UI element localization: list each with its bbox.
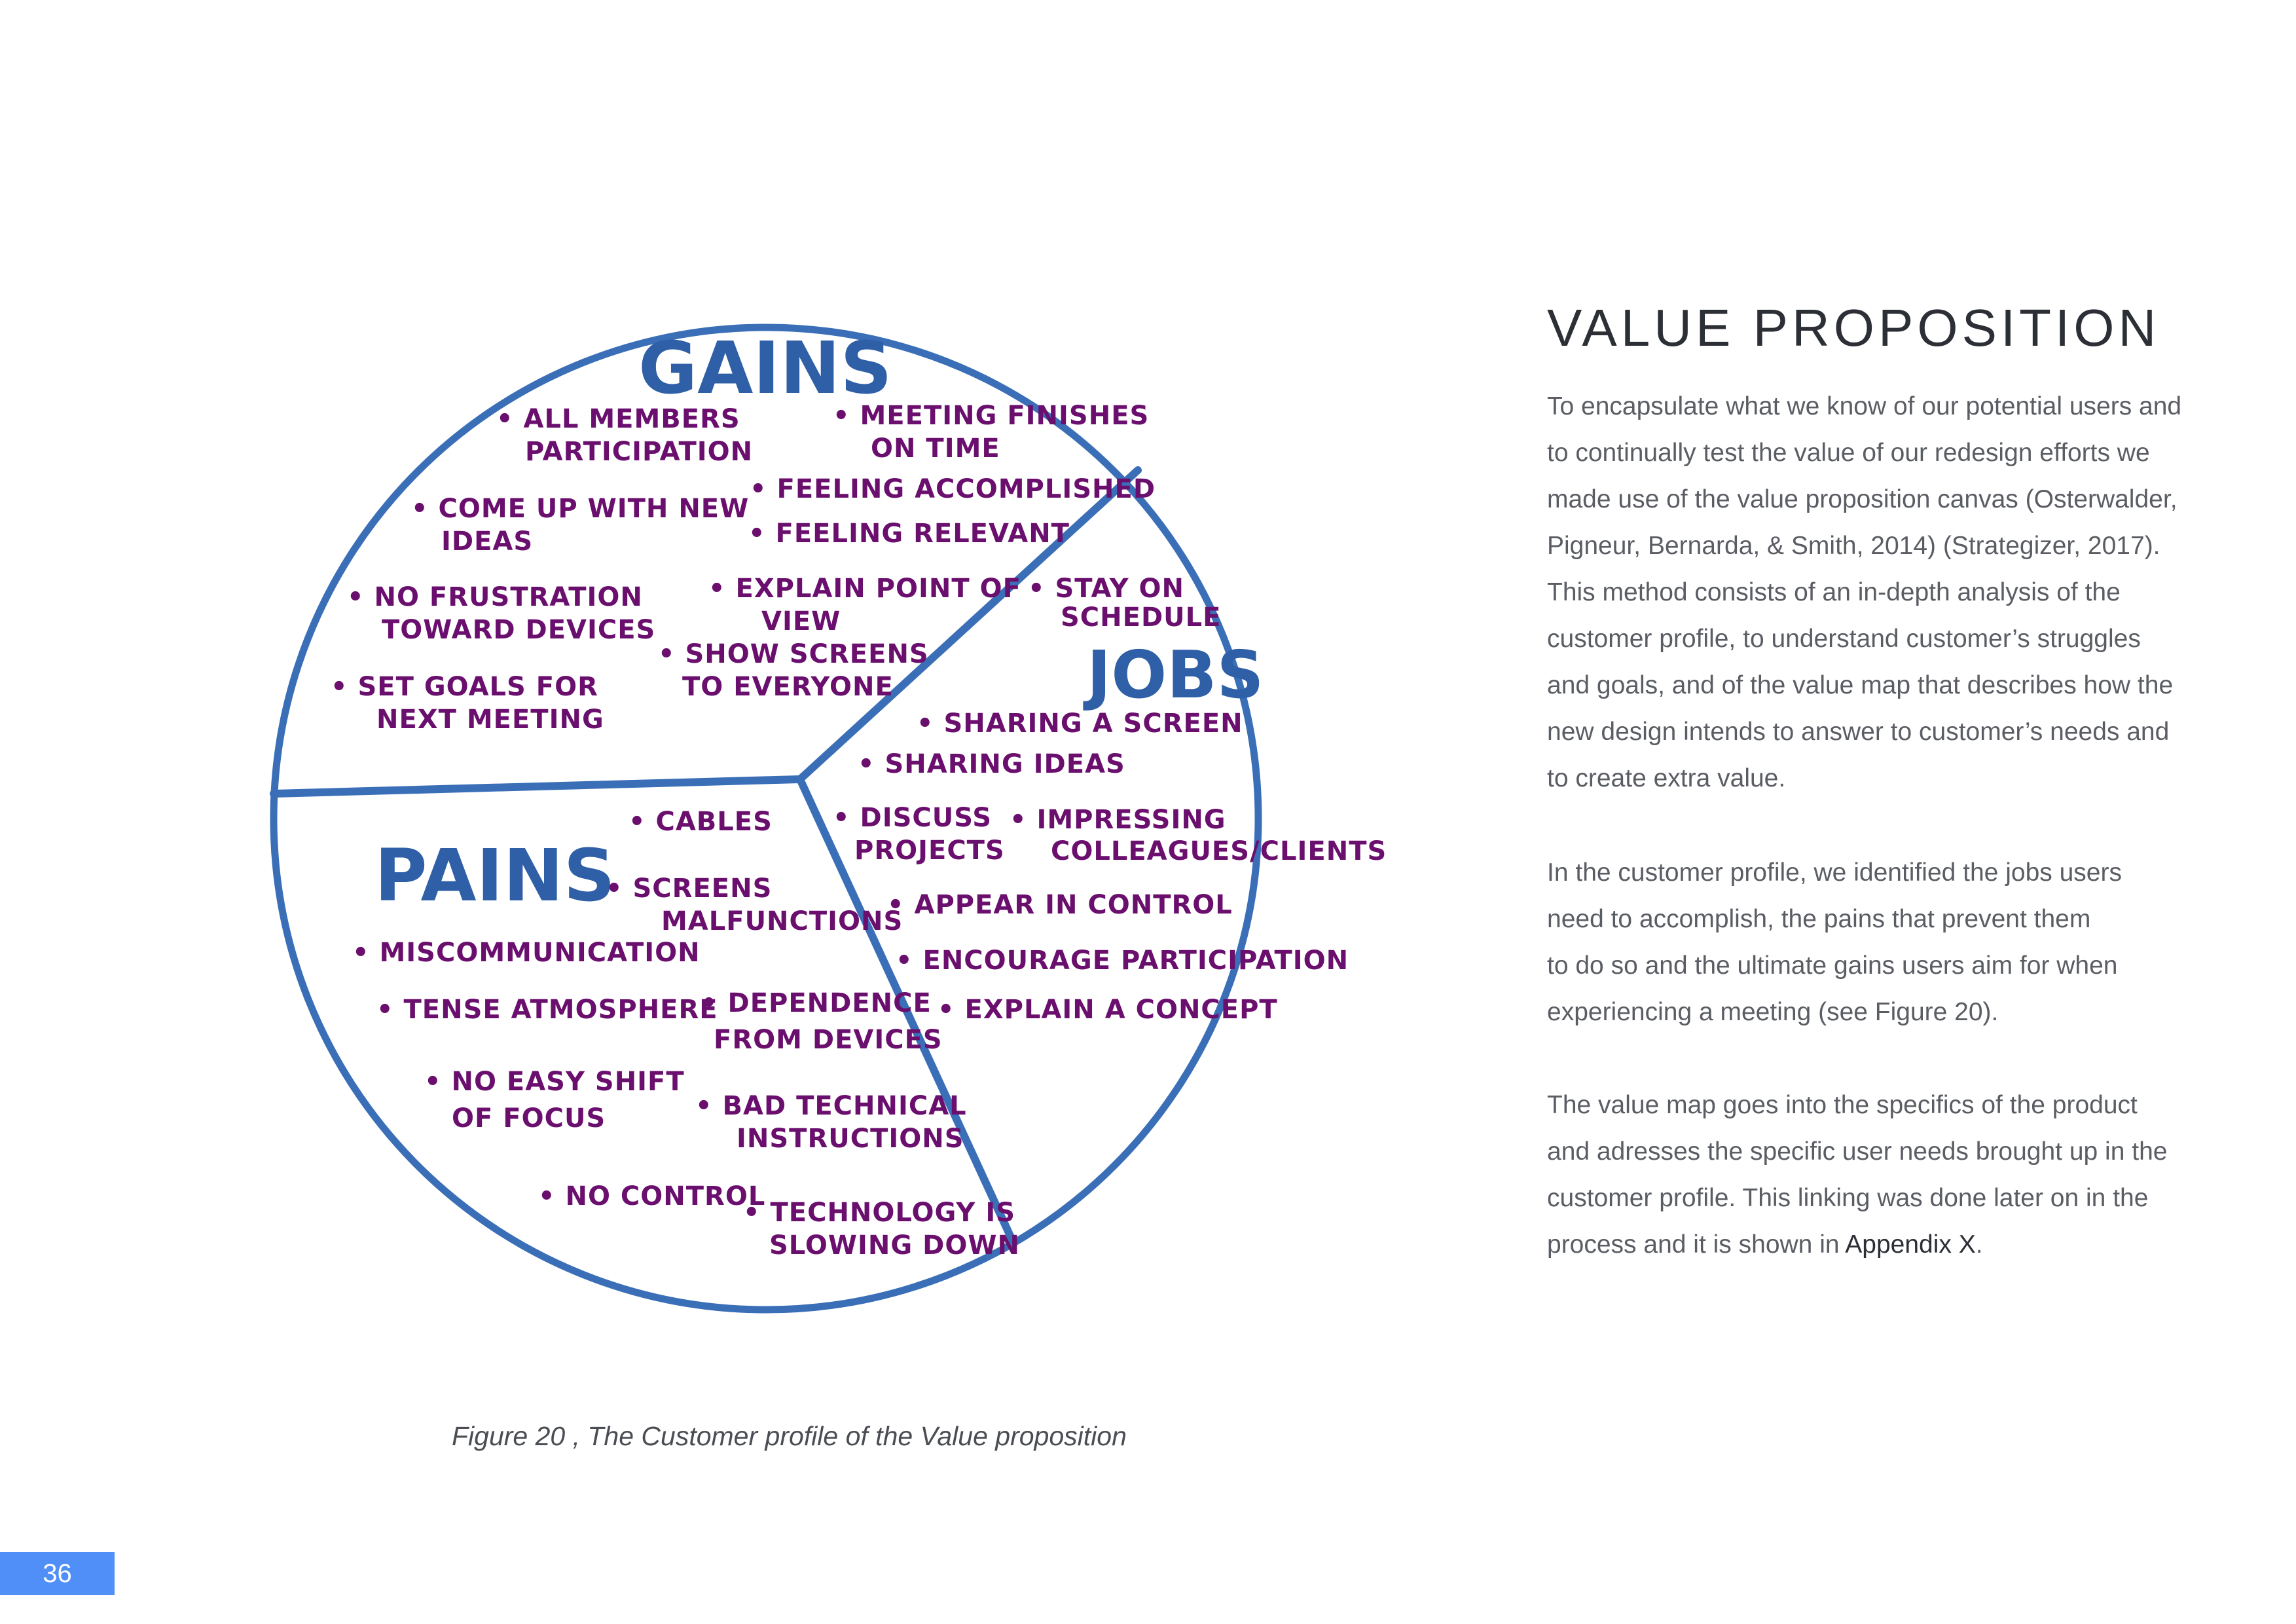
jobs-item: • APPEAR IN CONTROL (887, 890, 1233, 920)
page-title: VALUE PROPOSITION (1547, 299, 2160, 357)
paragraph-line: need to accomplish, the pains that prevent them (1547, 905, 2091, 933)
body-paragraph (1547, 1082, 2277, 1268)
paragraph-line: to do so and the ultimate gains users aim for when (1547, 951, 2118, 980)
page-number-label: 36 (43, 1559, 72, 1588)
body-paragraph (1547, 383, 2277, 802)
gains-item: • ALL MEMBERS PARTICIPATION (496, 404, 754, 467)
gains-item: • COME UP WITH NEW IDEAS (411, 494, 750, 557)
gains-item: • EXPLAIN POINT OF VIEW (708, 574, 1021, 637)
pains-item: • BAD TECHNICAL INSTRUCTIONS (695, 1091, 967, 1154)
pains-item: • NO CONTROL (538, 1181, 766, 1211)
paragraph-line: made use of the value proposition canvas (Osterwalder, (1547, 485, 2178, 513)
pains-item: • TECHNOLOGY IS SLOWING DOWN (743, 1198, 1020, 1261)
jobs-heading: JOBS (1087, 637, 1264, 713)
gains-heading: GAINS (638, 326, 892, 410)
pains-item: • NO EASY SHIFT OF FOCUS (424, 1067, 685, 1134)
jobs-item: • DISCUSS PROJECTS (833, 803, 1005, 866)
pains-item: • TENSE ATMOSPHERE (376, 995, 718, 1025)
gains-item: • NO FRUSTRATION TOWARD DEVICES (347, 582, 656, 645)
jobs-item: • SHARING A SCREEN (917, 709, 1243, 739)
page-number (0, 1552, 115, 1595)
gains-item: • SET GOALS FOR NEXT MEETING (331, 672, 604, 735)
gains-item: • FEELING ACCOMPLISHED (750, 474, 1156, 504)
divider-gains-pains (274, 779, 800, 794)
pains-item: • SCREENS MALFUNCTIONS (606, 874, 903, 936)
paragraph-line: Pigneur, Bernarda, & Smith, 2014) (Strategizer, 2017). (1547, 532, 2160, 560)
appendix-link[interactable]: Appendix X (1845, 1230, 1976, 1259)
paragraph-line: and adresses the specific user needs brought up in the (1547, 1137, 2168, 1166)
paragraph-line: To encapsulate what we know of our potential users and (1547, 392, 2182, 420)
gains-item: • FEELING RELEVANT (748, 519, 1070, 549)
pains-item: • CABLES (629, 807, 773, 837)
body-paragraph (1547, 849, 2277, 1035)
paragraph-line: This method consists of an in-depth analysis of the (1547, 578, 2121, 606)
jobs-item: • SHARING IDEAS (858, 749, 1125, 779)
paragraph-line: experiencing a meeting (see Figure 20). (1547, 998, 1999, 1026)
figure-caption: Figure 20 , The Customer profile of the Value proposition (452, 1421, 1127, 1451)
jobs-item: • ENCOURAGE PARTICIPATION (896, 946, 1349, 976)
paragraph-text: . (1975, 1230, 1983, 1259)
jobs-item: • STAY ON SCHEDULE (1028, 574, 1222, 633)
paragraph-line: customer profile, to understand customer’s struggles (1547, 625, 2141, 653)
pains-item: • DEPENDENCE FROM DEVICES (701, 988, 943, 1055)
gains-item: • MEETING FINISHES ON TIME (833, 401, 1150, 464)
paragraph-line: In the customer profile, we identified the jobs users (1547, 858, 2122, 887)
gains-item: • SHOW SCREENS TO EVERYONE (658, 639, 929, 702)
jobs-item: • EXPLAIN A CONCEPT (938, 995, 1278, 1025)
paragraph-line: and goals, and of the value map that describes how the (1547, 671, 2174, 699)
pains-item: • MISCOMMUNICATION (352, 938, 701, 968)
paragraph-line: The value map goes into the specifics of the product (1547, 1091, 2138, 1119)
paragraph-text: process and it is shown in (1547, 1230, 1846, 1259)
jobs-item: • IMPRESSING COLLEAGUES/CLIENTS (1010, 805, 1387, 866)
paragraph-line: customer profile. This linking was done later on in the (1547, 1184, 2149, 1212)
paragraph-line: new design intends to answer to customer’s needs and (1547, 718, 2170, 746)
paragraph-line-last (1547, 1221, 2277, 1268)
paragraph-line: to create extra value. (1547, 764, 1786, 792)
pains-heading: PAINS (374, 834, 615, 917)
paragraph-line: to continually test the value of our redesign efforts we (1547, 439, 2150, 467)
